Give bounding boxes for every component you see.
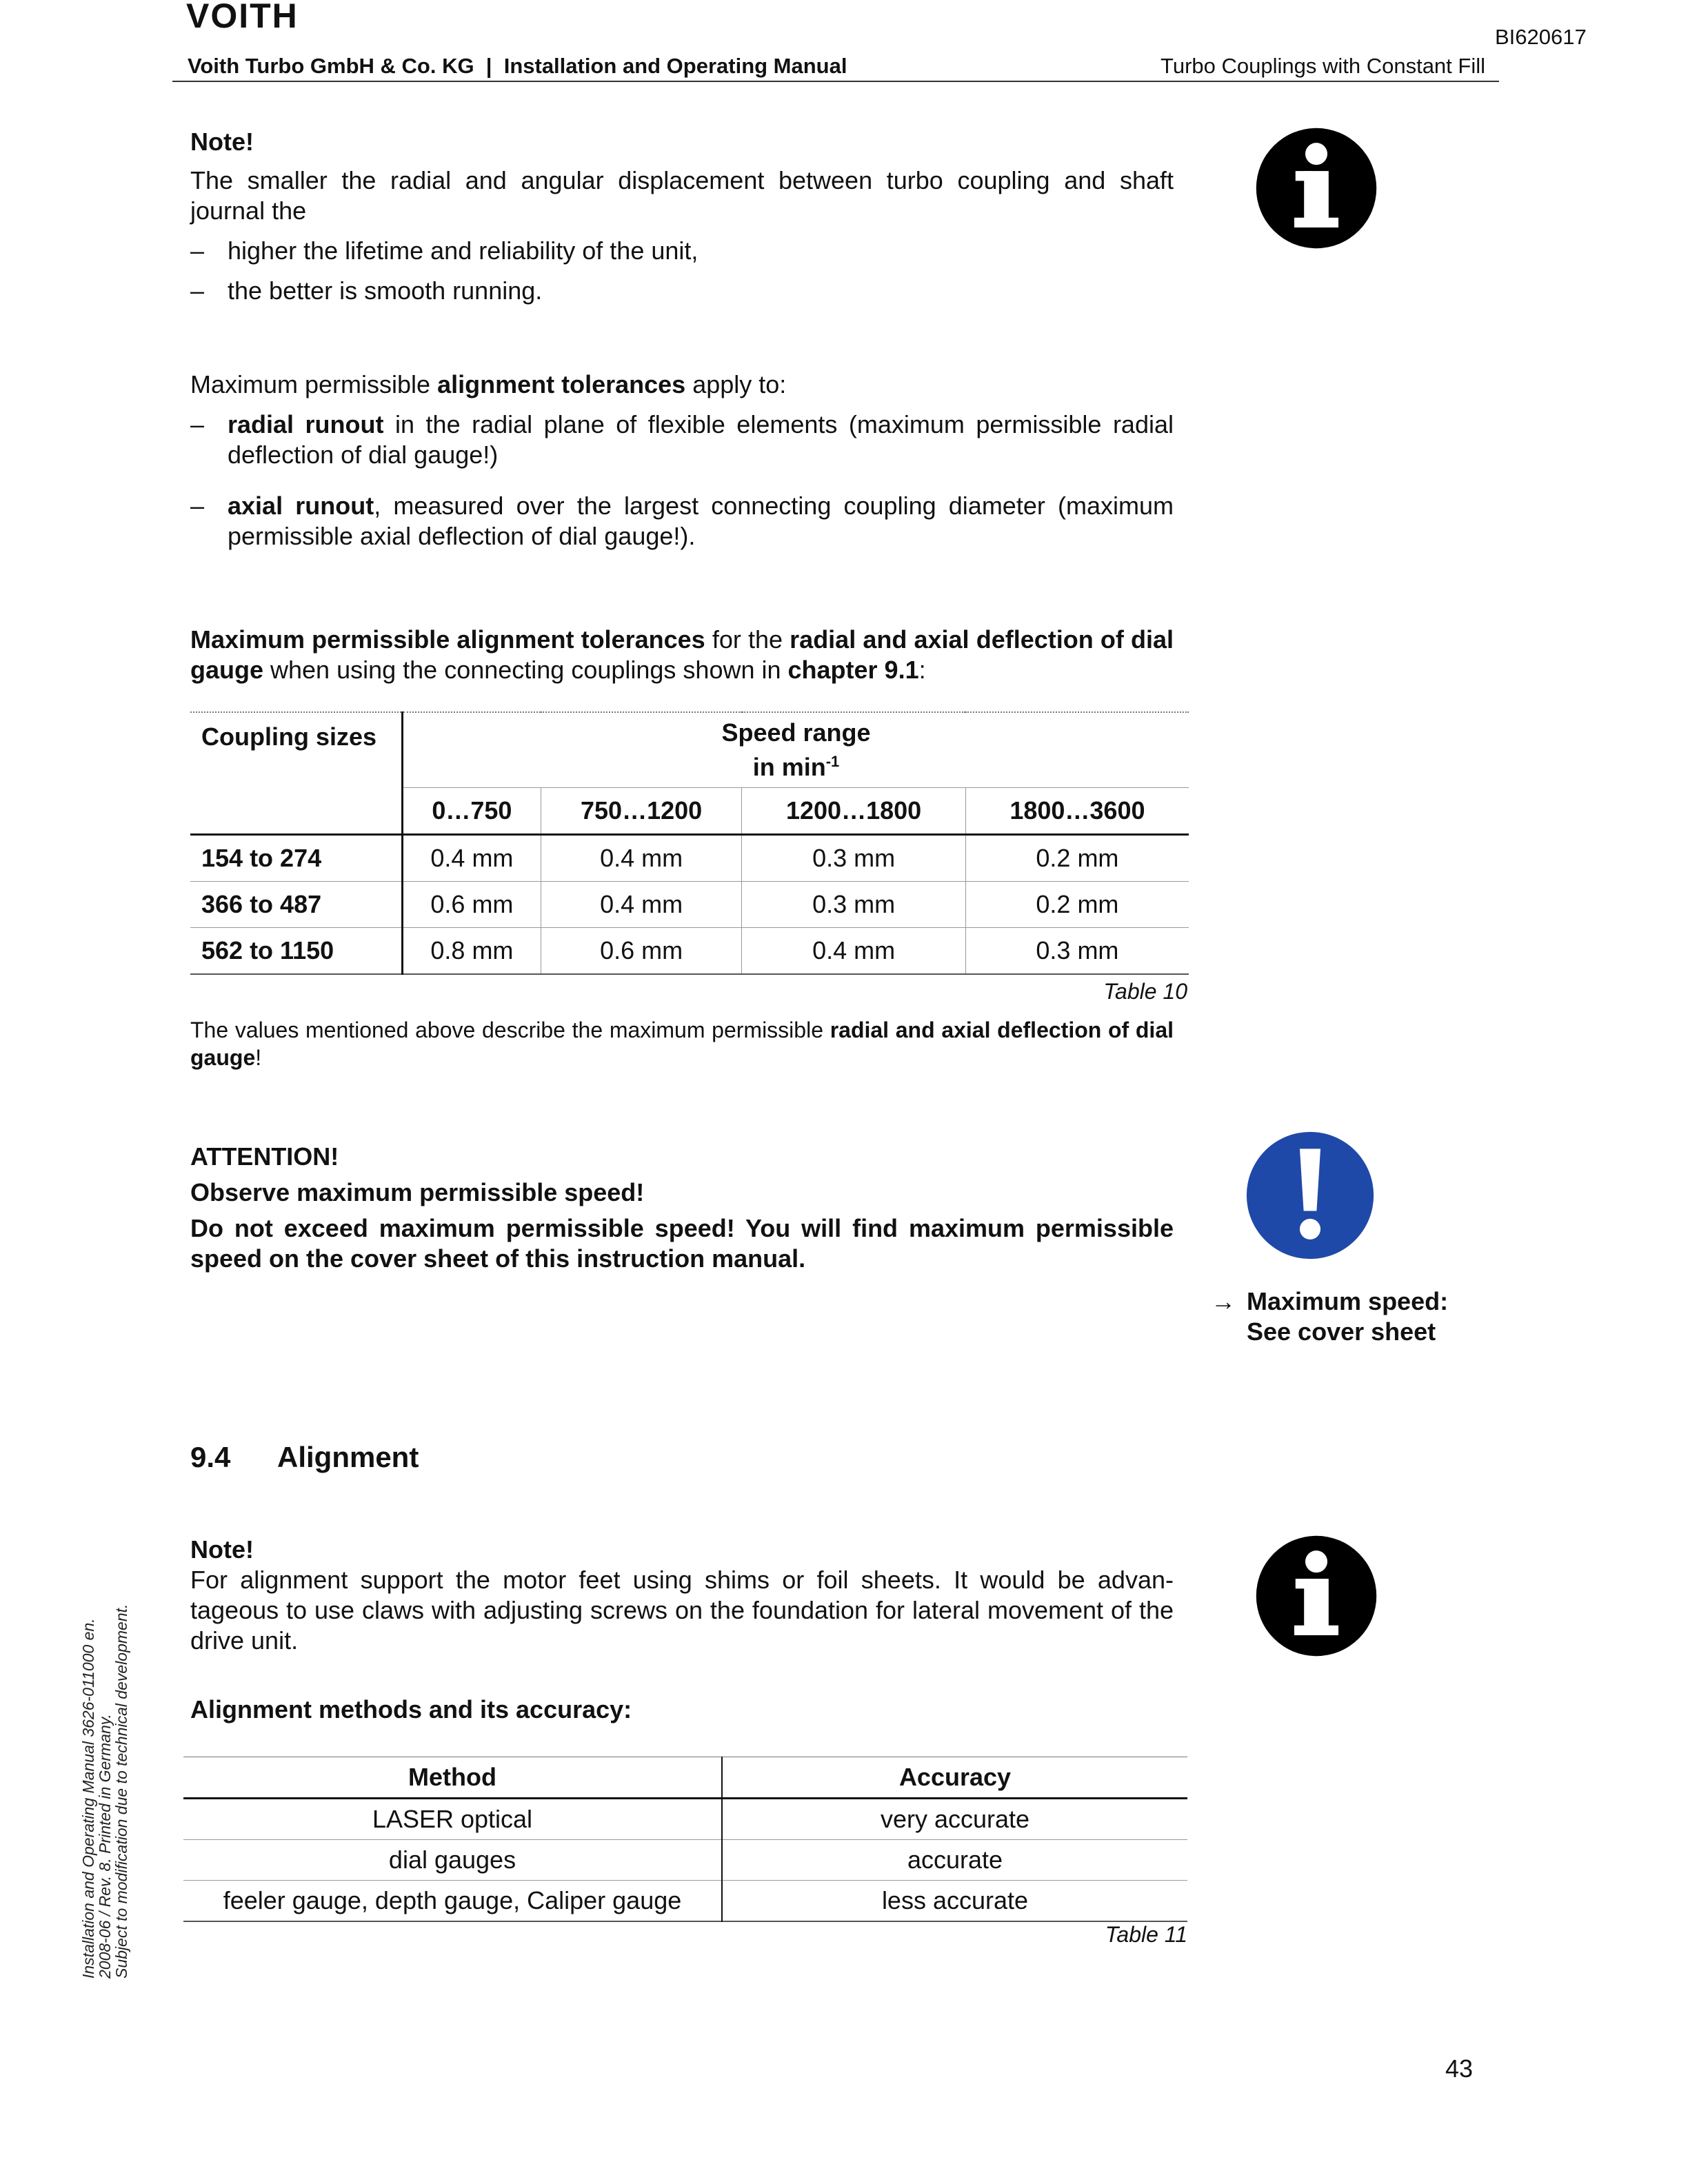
tolerance-cell: 0.6 mm (403, 882, 541, 928)
table-row (190, 928, 1189, 975)
tolerance-cell: 0.4 mm (403, 835, 541, 882)
tolerance-cell: 0.3 mm (1036, 936, 1119, 964)
exclamation-icon (1245, 1131, 1375, 1264)
tolerance-cell: 0.4 mm (541, 882, 742, 928)
header-title-left: Voith Turbo GmbH & Co. KG | Installation and Operating Manual (188, 54, 847, 78)
section-title: Alignment (277, 1441, 419, 1473)
note1-text: The smaller the radial and angular displacement between turbo coupling and shaft journal the (190, 166, 1174, 225)
coupling-size-cell: 366 to 487 (190, 882, 403, 928)
tolerance-cell: 0.3 mm (742, 835, 965, 882)
method-cell: LASER optical (183, 1799, 722, 1840)
attention-heading: ATTENTION! (190, 1142, 339, 1171)
tolerance-cell: 0.6 mm (541, 928, 742, 975)
table10-caption: Table 10 (1103, 979, 1187, 1004)
alignment-tolerance-table (190, 711, 1189, 975)
table10-intro: Maximum permissible alignment tolerances for the radial and axial deflection of dial gauge when using the connecting couplings shown in chapter 9.1: (190, 625, 1174, 684)
voith-logo: VOITH (186, 0, 299, 35)
tolerance-cell: 0.4 mm (541, 835, 742, 882)
tolerance-cell: 0.2 mm (1036, 890, 1119, 918)
alignment-methods-table (183, 1757, 1187, 1922)
tolerance-cell: 0.2 mm (1036, 844, 1119, 872)
coupling-sizes-header: Coupling sizes (190, 712, 403, 835)
speed-range-col: 750…1200 (541, 788, 742, 835)
accuracy-cell: very accurate (880, 1805, 1030, 1833)
table10-footnote: The values mentioned above describe the maximum permissible radial and axial deflection of dial gauge! (190, 1018, 1174, 1070)
section-number: 9.4 (190, 1441, 231, 1473)
accuracy-cell: less accurate (881, 1886, 1029, 1914)
table11-caption: Table 11 (1105, 1922, 1187, 1947)
method-cell: feeler gauge, depth gauge, Caliper gauge (183, 1881, 722, 1922)
header-rule (172, 81, 1499, 82)
info-icon (1255, 1535, 1378, 1661)
table11-heading: Alignment methods and its accuracy: (190, 1695, 632, 1723)
note1-block (190, 127, 1174, 306)
max-speed-note: → Maximum speed: See cover sheet (1211, 1287, 1449, 1346)
coupling-size-cell: 562 to 1150 (190, 928, 403, 975)
speed-range-header: Speed range in $\min^{-1}$ (721, 718, 871, 781)
note2-text: For alignment support the motor feet using shims or foil sheets. It would be advan-tageous to use claws with adjusting screws on the foundation for lateral movement of the drive unit. (190, 1566, 1174, 1655)
attention-block (190, 1142, 1174, 1274)
accuracy-cell: accurate (907, 1846, 1003, 1874)
axial-runout-item: – axial runout, measured over the largest connecting coupling diameter (maximum permissible axial deflection of dial gauge!). (190, 492, 1174, 550)
speed-range-col: 1800…3600 (965, 788, 1189, 835)
method-cell: dial gauges (183, 1840, 722, 1881)
note2-heading: Note! (190, 1535, 254, 1564)
tolerances-block (190, 370, 1174, 552)
arrow-right-icon: → (1211, 1287, 1236, 1315)
note2-block (190, 1535, 1174, 1656)
page-number: 43 (1445, 2054, 1474, 2083)
table-row (183, 1881, 1187, 1922)
radial-runout-item: – radial runout in the radial plane of flexible elements (maximum permissible radial deflection of dial gauge!) (190, 410, 1174, 469)
tolerance-cell: 0.3 mm (742, 882, 965, 928)
note1-item: – the better is smooth running. (190, 276, 543, 305)
attention-line2: Do not exceed maximum permissible speed! You will find maximum permissible speed on the cover sheet of this instruction manual. (190, 1214, 1174, 1273)
table-row (183, 1840, 1187, 1881)
method-header: Method (183, 1757, 722, 1799)
tolerance-cell: 0.8 mm (403, 928, 541, 975)
tolerances-intro: Maximum permissible alignment tolerances apply to: (190, 370, 787, 398)
section-heading (190, 1441, 419, 1474)
document-id: BI620617 (1495, 25, 1587, 49)
table-row (190, 882, 1189, 928)
table-row (183, 1799, 1187, 1840)
note1-heading: Note! (190, 128, 254, 156)
tolerance-cell: 0.4 mm (742, 928, 965, 975)
vertical-imprint: Installation and Operating Manual 3626-011000 en. 2008-06 / Rev. 8. Printed in Germany. Subject to modification due to technical development. (79, 1604, 130, 1979)
note1-item: – higher the lifetime and reliability of the unit, (190, 236, 699, 265)
speed-range-col: 0…750 (403, 788, 541, 835)
speed-range-col: 1200…1800 (742, 788, 965, 835)
info-icon (1255, 127, 1378, 253)
attention-line1: Observe maximum permissible speed! (190, 1178, 645, 1206)
coupling-size-cell: 154 to 274 (190, 835, 403, 882)
header-title-right: Turbo Couplings with Constant Fill (1160, 54, 1485, 78)
table-row (190, 835, 1189, 882)
accuracy-header: Accuracy (898, 1763, 1012, 1791)
